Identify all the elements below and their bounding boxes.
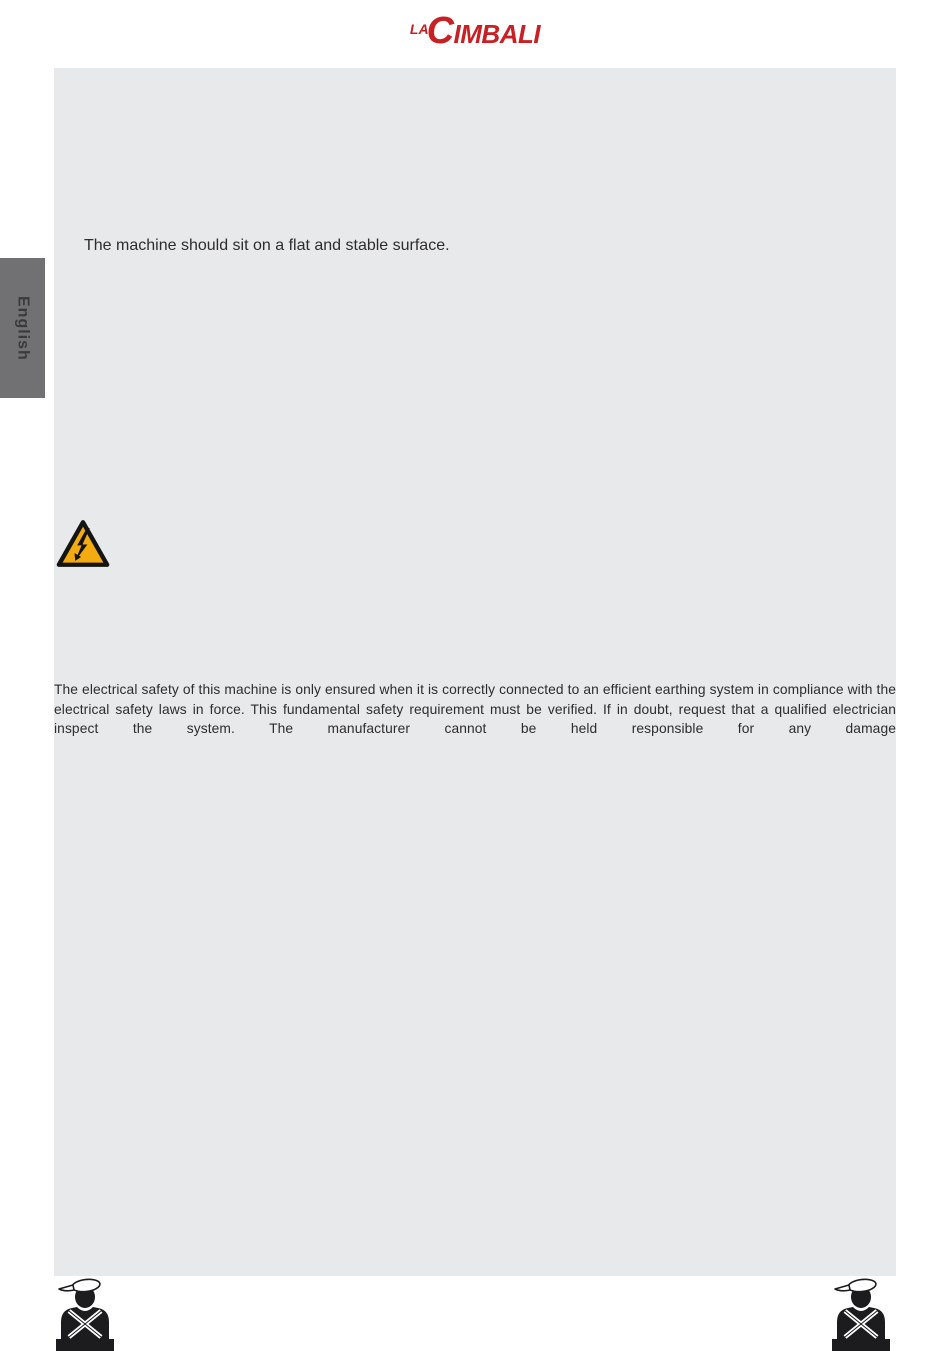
high-voltage-warning-icon (55, 518, 111, 569)
header (0, 10, 950, 52)
technician-figure-icon (56, 1277, 114, 1351)
electrical-safety-paragraph: The electrical safety of this machine is only ensured when it is correctly connected to an efficient earthing system in compliance with the electrical safety laws in force. This fundamental safety requirement must be verified. If in doubt, request that a qualified electrician inspect the system. The manufacturer cannot be held responsible for any damage (54, 682, 896, 736)
technician-figure-icon (832, 1277, 890, 1351)
logo-rest: IMBALI (453, 19, 541, 49)
logo-initial: C (426, 10, 454, 52)
surface-instruction-text: The machine should sit on a flat and stable surface. (84, 237, 450, 254)
language-tab-label: English (14, 295, 32, 361)
language-tab-english (0, 258, 45, 398)
lacimbali-logo (409, 10, 541, 52)
logo-prefix: LA (409, 21, 429, 37)
